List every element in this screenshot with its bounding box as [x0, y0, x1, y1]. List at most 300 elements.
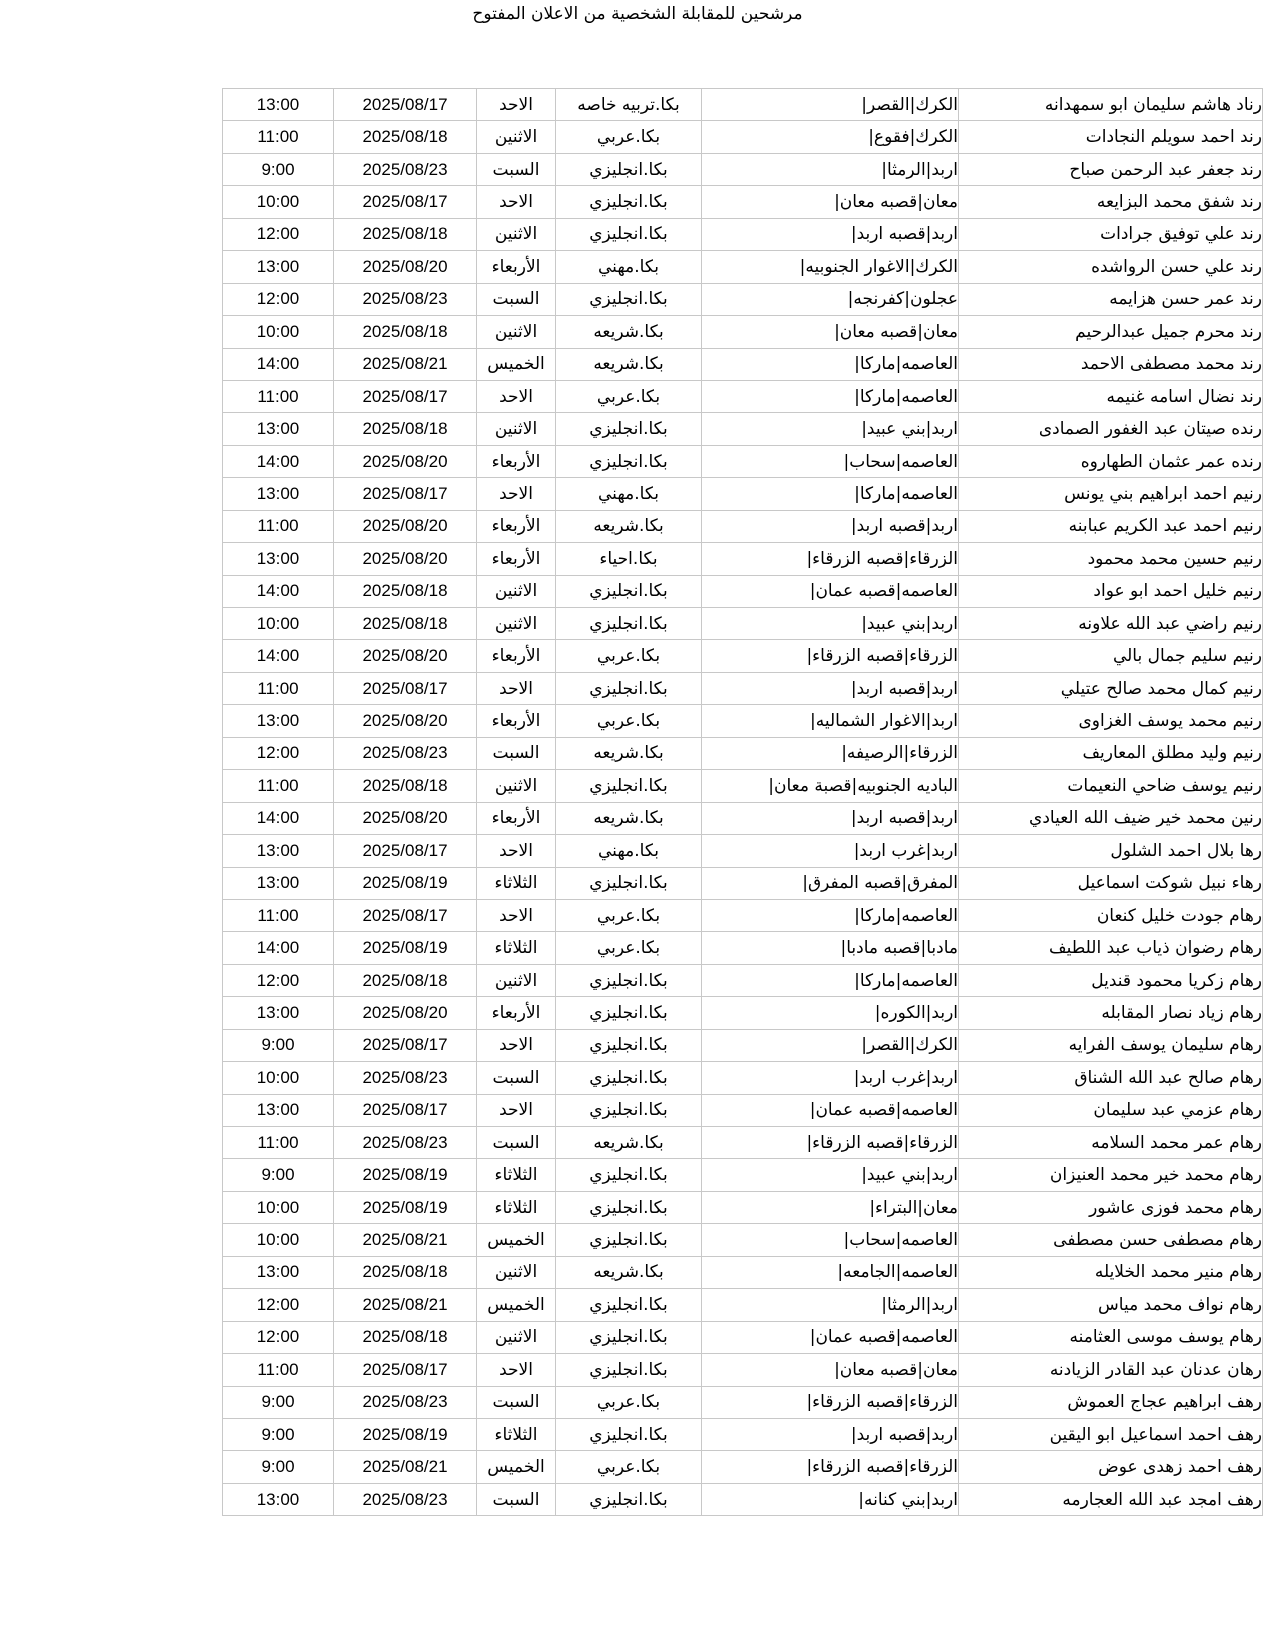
- name-cell: رهام يوسف موسى العثامنه: [959, 1321, 1263, 1353]
- table-row: [223, 737, 1263, 769]
- time-cell: 14:00: [223, 932, 334, 964]
- specialization-cell: بكا.انجليزي: [556, 1159, 702, 1191]
- name-cell: رنده صيتان عبد الغفور الصمادى: [959, 413, 1263, 445]
- name-cell: رها بلال احمد الشلول: [959, 835, 1263, 867]
- location-cell: اربد|الرمثا|: [702, 1289, 959, 1321]
- day-cell: الاحد: [477, 380, 556, 412]
- name-cell: رنيم سليم جمال بالي: [959, 640, 1263, 672]
- date-cell: 2025/08/18: [334, 1256, 477, 1288]
- location-cell: اربد|الاغوار الشماليه|: [702, 705, 959, 737]
- time-cell: 13:00: [223, 89, 334, 121]
- name-cell: رهام رضوان ذياب عبد اللطيف: [959, 932, 1263, 964]
- day-cell: الاثنين: [477, 964, 556, 996]
- specialization-cell: بكا.انجليزي: [556, 1029, 702, 1061]
- date-cell: 2025/08/17: [334, 899, 477, 931]
- day-cell: السبت: [477, 1062, 556, 1094]
- day-cell: الاثنين: [477, 121, 556, 153]
- table-row: [223, 478, 1263, 510]
- name-cell: رهف امجد عبد الله العجارمه: [959, 1483, 1263, 1515]
- specialization-cell: بكا.تربيه خاصه: [556, 89, 702, 121]
- day-cell: الخميس: [477, 1289, 556, 1321]
- name-cell: رند علي توفيق جرادات: [959, 218, 1263, 250]
- table-row: [223, 186, 1263, 218]
- day-cell: الاثنين: [477, 413, 556, 445]
- time-cell: 13:00: [223, 543, 334, 575]
- table-row: [223, 1418, 1263, 1450]
- specialization-cell: بكا.شريعه: [556, 802, 702, 834]
- date-cell: 2025/08/18: [334, 218, 477, 250]
- specialization-cell: بكا.انجليزي: [556, 575, 702, 607]
- date-cell: 2025/08/17: [334, 186, 477, 218]
- time-cell: 11:00: [223, 380, 334, 412]
- table-row: [223, 413, 1263, 445]
- specialization-cell: بكا.انجليزي: [556, 1321, 702, 1353]
- date-cell: 2025/08/17: [334, 1029, 477, 1061]
- date-cell: 2025/08/18: [334, 413, 477, 445]
- name-cell: رهام زياد نصار المقابله: [959, 997, 1263, 1029]
- name-cell: رهام نواف محمد مياس: [959, 1289, 1263, 1321]
- day-cell: الاحد: [477, 899, 556, 931]
- date-cell: 2025/08/21: [334, 348, 477, 380]
- table-row: [223, 867, 1263, 899]
- specialization-cell: بكا.عربي: [556, 380, 702, 412]
- location-cell: اربد|الرمثا|: [702, 153, 959, 185]
- location-cell: العاصمه|ماركا|: [702, 899, 959, 931]
- location-cell: العاصمه|ماركا|: [702, 380, 959, 412]
- table-row: [223, 283, 1263, 315]
- name-cell: رنده عمر عثمان الطهاروه: [959, 445, 1263, 477]
- time-cell: 12:00: [223, 283, 334, 315]
- date-cell: 2025/08/17: [334, 672, 477, 704]
- day-cell: الأربعاء: [477, 802, 556, 834]
- date-cell: 2025/08/18: [334, 964, 477, 996]
- specialization-cell: بكا.شريعه: [556, 1127, 702, 1159]
- location-cell: اربد|الكوره|: [702, 997, 959, 1029]
- time-cell: 9:00: [223, 1451, 334, 1483]
- time-cell: 11:00: [223, 121, 334, 153]
- time-cell: 9:00: [223, 1386, 334, 1418]
- date-cell: 2025/08/18: [334, 575, 477, 607]
- specialization-cell: بكا.عربي: [556, 1451, 702, 1483]
- name-cell: رنيم كمال محمد صالح عتيلي: [959, 672, 1263, 704]
- location-cell: اربد|قصبه اربد|: [702, 802, 959, 834]
- time-cell: 9:00: [223, 1418, 334, 1450]
- table-row: [223, 640, 1263, 672]
- date-cell: 2025/08/20: [334, 510, 477, 542]
- day-cell: السبت: [477, 737, 556, 769]
- table-row: [223, 1256, 1263, 1288]
- location-cell: العاصمه|قصبه عمان|: [702, 575, 959, 607]
- day-cell: الاحد: [477, 835, 556, 867]
- day-cell: السبت: [477, 1483, 556, 1515]
- time-cell: 12:00: [223, 737, 334, 769]
- table-row: [223, 316, 1263, 348]
- table-row: [223, 445, 1263, 477]
- day-cell: الاثنين: [477, 608, 556, 640]
- specialization-cell: بكا.انجليزي: [556, 1418, 702, 1450]
- table-row: [223, 543, 1263, 575]
- name-cell: رهام صالح عبد الله الشناق: [959, 1062, 1263, 1094]
- name-cell: رند نضال اسامه غنيمه: [959, 380, 1263, 412]
- name-cell: رند جعفر عبد الرحمن صباح: [959, 153, 1263, 185]
- date-cell: 2025/08/17: [334, 1354, 477, 1386]
- specialization-cell: بكا.مهني: [556, 478, 702, 510]
- specialization-cell: بكا.انجليزي: [556, 964, 702, 996]
- name-cell: رنين محمد خير ضيف الله العيادي: [959, 802, 1263, 834]
- day-cell: الاحد: [477, 1029, 556, 1061]
- specialization-cell: بكا.انجليزي: [556, 997, 702, 1029]
- specialization-cell: بكا.انجليزي: [556, 1191, 702, 1223]
- time-cell: 10:00: [223, 316, 334, 348]
- specialization-cell: بكا.عربي: [556, 932, 702, 964]
- day-cell: الاثنين: [477, 1321, 556, 1353]
- location-cell: الزرقاء|قصبه الزرقاء|: [702, 543, 959, 575]
- location-cell: الباديه الجنوبيه|قصبة معان|: [702, 770, 959, 802]
- time-cell: 14:00: [223, 640, 334, 672]
- specialization-cell: بكا.انجليزي: [556, 672, 702, 704]
- location-cell: العاصمه|ماركا|: [702, 348, 959, 380]
- time-cell: 9:00: [223, 1029, 334, 1061]
- specialization-cell: بكا.احياء: [556, 543, 702, 575]
- name-cell: رناد هاشم سليمان ابو سمهدانه: [959, 89, 1263, 121]
- day-cell: الثلاثاء: [477, 1418, 556, 1450]
- date-cell: 2025/08/18: [334, 1321, 477, 1353]
- day-cell: الثلاثاء: [477, 1191, 556, 1223]
- page-title: مرشحين للمقابلة الشخصية من الاعلان المفتوح: [472, 4, 803, 24]
- table-row: [223, 1386, 1263, 1418]
- name-cell: رهف احمد زهدى عوض: [959, 1451, 1263, 1483]
- day-cell: الأربعاء: [477, 251, 556, 283]
- location-cell: العاصمه|قصبه عمان|: [702, 1321, 959, 1353]
- name-cell: رهف احمد اسماعيل ابو اليقين: [959, 1418, 1263, 1450]
- name-cell: رهام عمر محمد السلامه: [959, 1127, 1263, 1159]
- day-cell: الاحد: [477, 89, 556, 121]
- location-cell: العاصمه|ماركا|: [702, 964, 959, 996]
- time-cell: 13:00: [223, 478, 334, 510]
- specialization-cell: بكا.انجليزي: [556, 1289, 702, 1321]
- time-cell: 13:00: [223, 1094, 334, 1126]
- day-cell: الاحد: [477, 186, 556, 218]
- name-cell: رهان عدنان عبد القادر الزيادنه: [959, 1354, 1263, 1386]
- day-cell: السبت: [477, 1386, 556, 1418]
- day-cell: الثلاثاء: [477, 932, 556, 964]
- date-cell: 2025/08/17: [334, 835, 477, 867]
- table-row: [223, 802, 1263, 834]
- specialization-cell: بكا.انجليزي: [556, 153, 702, 185]
- table-row: [223, 1354, 1263, 1386]
- day-cell: الثلاثاء: [477, 1159, 556, 1191]
- date-cell: 2025/08/23: [334, 1483, 477, 1515]
- name-cell: رند علي حسن الرواشده: [959, 251, 1263, 283]
- date-cell: 2025/08/18: [334, 770, 477, 802]
- location-cell: الزرقاء|قصبه الزرقاء|: [702, 1127, 959, 1159]
- date-cell: 2025/08/19: [334, 1191, 477, 1223]
- time-cell: 12:00: [223, 964, 334, 996]
- table-row: [223, 1062, 1263, 1094]
- date-cell: 2025/08/20: [334, 802, 477, 834]
- time-cell: 11:00: [223, 899, 334, 931]
- time-cell: 13:00: [223, 705, 334, 737]
- date-cell: 2025/08/23: [334, 283, 477, 315]
- day-cell: الاحد: [477, 478, 556, 510]
- date-cell: 2025/08/23: [334, 1386, 477, 1418]
- table-row: [223, 835, 1263, 867]
- specialization-cell: بكا.انجليزي: [556, 1354, 702, 1386]
- table-row: [223, 575, 1263, 607]
- specialization-cell: بكا.مهني: [556, 835, 702, 867]
- specialization-cell: بكا.انجليزي: [556, 413, 702, 445]
- table-row: [223, 997, 1263, 1029]
- date-cell: 2025/08/18: [334, 608, 477, 640]
- specialization-cell: بكا.انجليزي: [556, 283, 702, 315]
- table-row: [223, 608, 1263, 640]
- name-cell: رنيم محمد يوسف الغزاوى: [959, 705, 1263, 737]
- time-cell: 14:00: [223, 575, 334, 607]
- name-cell: رنيم يوسف ضاحي النعيمات: [959, 770, 1263, 802]
- date-cell: 2025/08/20: [334, 640, 477, 672]
- specialization-cell: بكا.عربي: [556, 1386, 702, 1418]
- table-row: [223, 1127, 1263, 1159]
- name-cell: رنيم وليد مطلق المعاريف: [959, 737, 1263, 769]
- location-cell: الزرقاء|قصبه الزرقاء|: [702, 1386, 959, 1418]
- time-cell: 12:00: [223, 1289, 334, 1321]
- name-cell: رهام جودت خليل كنعان: [959, 899, 1263, 931]
- table-row: [223, 89, 1263, 121]
- specialization-cell: بكا.انجليزي: [556, 1483, 702, 1515]
- location-cell: الكرك|القصر|: [702, 89, 959, 121]
- date-cell: 2025/08/19: [334, 867, 477, 899]
- specialization-cell: بكا.عربي: [556, 705, 702, 737]
- name-cell: رند محرم جميل عبدالرحيم: [959, 316, 1263, 348]
- name-cell: رهف ابراهيم عجاج العموش: [959, 1386, 1263, 1418]
- location-cell: المفرق|قصبه المفرق|: [702, 867, 959, 899]
- table-row: [223, 121, 1263, 153]
- day-cell: الأربعاء: [477, 997, 556, 1029]
- name-cell: رهام مصطفى حسن مصطفى: [959, 1224, 1263, 1256]
- day-cell: الأربعاء: [477, 705, 556, 737]
- specialization-cell: بكا.انجليزي: [556, 867, 702, 899]
- table-row: [223, 1321, 1263, 1353]
- date-cell: 2025/08/23: [334, 1127, 477, 1159]
- location-cell: الكرك|الاغوار الجنوبيه|: [702, 251, 959, 283]
- time-cell: 11:00: [223, 1354, 334, 1386]
- day-cell: الخميس: [477, 348, 556, 380]
- date-cell: 2025/08/20: [334, 997, 477, 1029]
- table-row: [223, 1191, 1263, 1223]
- location-cell: العاصمه|الجامعه|: [702, 1256, 959, 1288]
- day-cell: الاحد: [477, 672, 556, 704]
- candidates-table: [222, 88, 1263, 1516]
- table-row: [223, 705, 1263, 737]
- day-cell: الأربعاء: [477, 510, 556, 542]
- name-cell: رهام محمد خير محمد العنيزان: [959, 1159, 1263, 1191]
- specialization-cell: بكا.مهني: [556, 251, 702, 283]
- day-cell: الاثنين: [477, 316, 556, 348]
- table-row: [223, 1159, 1263, 1191]
- specialization-cell: بكا.انجليزي: [556, 1094, 702, 1126]
- time-cell: 11:00: [223, 770, 334, 802]
- day-cell: الاثنين: [477, 1256, 556, 1288]
- location-cell: الزرقاء|الرصيفه|: [702, 737, 959, 769]
- time-cell: 14:00: [223, 348, 334, 380]
- specialization-cell: بكا.انجليزي: [556, 186, 702, 218]
- day-cell: الاثنين: [477, 218, 556, 250]
- table-row: [223, 218, 1263, 250]
- date-cell: 2025/08/17: [334, 89, 477, 121]
- time-cell: 10:00: [223, 1191, 334, 1223]
- specialization-cell: بكا.عربي: [556, 121, 702, 153]
- name-cell: رهام عزمي عبد سليمان: [959, 1094, 1263, 1126]
- date-cell: 2025/08/20: [334, 445, 477, 477]
- day-cell: الأربعاء: [477, 445, 556, 477]
- specialization-cell: بكا.شريعه: [556, 1256, 702, 1288]
- location-cell: اربد|غرب اربد|: [702, 1062, 959, 1094]
- specialization-cell: بكا.انجليزي: [556, 1062, 702, 1094]
- time-cell: 13:00: [223, 997, 334, 1029]
- time-cell: 10:00: [223, 1062, 334, 1094]
- date-cell: 2025/08/21: [334, 1224, 477, 1256]
- location-cell: اربد|قصبه اربد|: [702, 510, 959, 542]
- time-cell: 12:00: [223, 1321, 334, 1353]
- day-cell: الاحد: [477, 1094, 556, 1126]
- date-cell: 2025/08/20: [334, 705, 477, 737]
- date-cell: 2025/08/17: [334, 1094, 477, 1126]
- specialization-cell: بكا.انجليزي: [556, 770, 702, 802]
- name-cell: رند عمر حسن هزايمه: [959, 283, 1263, 315]
- specialization-cell: بكا.شريعه: [556, 348, 702, 380]
- time-cell: 13:00: [223, 835, 334, 867]
- date-cell: 2025/08/17: [334, 380, 477, 412]
- time-cell: 10:00: [223, 1224, 334, 1256]
- time-cell: 10:00: [223, 186, 334, 218]
- time-cell: 14:00: [223, 445, 334, 477]
- name-cell: رنيم خليل احمد ابو عواد: [959, 575, 1263, 607]
- name-cell: رنيم راضي عبد الله علاونه: [959, 608, 1263, 640]
- table-row: [223, 964, 1263, 996]
- day-cell: السبت: [477, 153, 556, 185]
- date-cell: 2025/08/21: [334, 1289, 477, 1321]
- specialization-cell: بكا.انجليزي: [556, 445, 702, 477]
- specialization-cell: بكا.شريعه: [556, 737, 702, 769]
- location-cell: اربد|قصبه اربد|: [702, 1418, 959, 1450]
- time-cell: 9:00: [223, 1159, 334, 1191]
- time-cell: 13:00: [223, 413, 334, 445]
- table-row: [223, 380, 1263, 412]
- location-cell: عجلون|كفرنجه|: [702, 283, 959, 315]
- specialization-cell: بكا.شريعه: [556, 316, 702, 348]
- name-cell: رهام سليمان يوسف الفرايه: [959, 1029, 1263, 1061]
- location-cell: العاصمه|ماركا|: [702, 478, 959, 510]
- time-cell: 11:00: [223, 510, 334, 542]
- time-cell: 11:00: [223, 672, 334, 704]
- date-cell: 2025/08/20: [334, 251, 477, 283]
- table-row: [223, 1224, 1263, 1256]
- name-cell: رنيم حسين محمد محمود: [959, 543, 1263, 575]
- time-cell: 11:00: [223, 1127, 334, 1159]
- day-cell: الخميس: [477, 1224, 556, 1256]
- location-cell: العاصمه|سحاب|: [702, 445, 959, 477]
- location-cell: العاصمه|قصبه عمان|: [702, 1094, 959, 1126]
- date-cell: 2025/08/19: [334, 1159, 477, 1191]
- location-cell: اربد|بني عبيد|: [702, 608, 959, 640]
- location-cell: اربد|بني عبيد|: [702, 1159, 959, 1191]
- time-cell: 12:00: [223, 218, 334, 250]
- location-cell: معان|قصبه معان|: [702, 1354, 959, 1386]
- date-cell: 2025/08/18: [334, 316, 477, 348]
- name-cell: رهاء نبيل شوكت اسماعيل: [959, 867, 1263, 899]
- location-cell: معان|قصبه معان|: [702, 186, 959, 218]
- time-cell: 9:00: [223, 153, 334, 185]
- location-cell: الكرك|فقوع|: [702, 121, 959, 153]
- table-row: [223, 251, 1263, 283]
- name-cell: رهام منير محمد الخلايله: [959, 1256, 1263, 1288]
- date-cell: 2025/08/19: [334, 1418, 477, 1450]
- date-cell: 2025/08/19: [334, 932, 477, 964]
- date-cell: 2025/08/21: [334, 1451, 477, 1483]
- table-row: [223, 1029, 1263, 1061]
- candidates-table-body: [223, 89, 1263, 1516]
- day-cell: الخميس: [477, 1451, 556, 1483]
- day-cell: الاثنين: [477, 770, 556, 802]
- location-cell: العاصمه|سحاب|: [702, 1224, 959, 1256]
- date-cell: 2025/08/17: [334, 478, 477, 510]
- table-row: [223, 1451, 1263, 1483]
- location-cell: الزرقاء|قصبه الزرقاء|: [702, 640, 959, 672]
- date-cell: 2025/08/23: [334, 153, 477, 185]
- time-cell: 13:00: [223, 1256, 334, 1288]
- day-cell: الاثنين: [477, 575, 556, 607]
- specialization-cell: بكا.انجليزي: [556, 218, 702, 250]
- date-cell: 2025/08/23: [334, 1062, 477, 1094]
- name-cell: رهام محمد فوزى عاشور: [959, 1191, 1263, 1223]
- specialization-cell: بكا.عربي: [556, 899, 702, 931]
- name-cell: رند احمد سويلم النجادات: [959, 121, 1263, 153]
- specialization-cell: بكا.شريعه: [556, 510, 702, 542]
- name-cell: رند محمد مصطفى الاحمد: [959, 348, 1263, 380]
- time-cell: 14:00: [223, 802, 334, 834]
- table-row: [223, 932, 1263, 964]
- table-row: [223, 1289, 1263, 1321]
- day-cell: الأربعاء: [477, 640, 556, 672]
- name-cell: رنيم احمد ابراهيم بني يونس: [959, 478, 1263, 510]
- table-row: [223, 1483, 1263, 1515]
- date-cell: 2025/08/20: [334, 543, 477, 575]
- table-row: [223, 510, 1263, 542]
- table-row: [223, 899, 1263, 931]
- location-cell: اربد|قصبه اربد|: [702, 218, 959, 250]
- name-cell: رهام زكريا محمود قنديل: [959, 964, 1263, 996]
- time-cell: 13:00: [223, 867, 334, 899]
- date-cell: 2025/08/23: [334, 737, 477, 769]
- location-cell: الكرك|القصر|: [702, 1029, 959, 1061]
- location-cell: معان|البتراء|: [702, 1191, 959, 1223]
- location-cell: اربد|غرب اربد|: [702, 835, 959, 867]
- day-cell: السبت: [477, 283, 556, 315]
- time-cell: 10:00: [223, 608, 334, 640]
- specialization-cell: بكا.انجليزي: [556, 608, 702, 640]
- table-row: [223, 1094, 1263, 1126]
- name-cell: رنيم احمد عبد الكريم عبابنه: [959, 510, 1263, 542]
- table-row: [223, 348, 1263, 380]
- location-cell: اربد|بني كنانه|: [702, 1483, 959, 1515]
- day-cell: الثلاثاء: [477, 867, 556, 899]
- specialization-cell: بكا.انجليزي: [556, 1224, 702, 1256]
- specialization-cell: بكا.عربي: [556, 640, 702, 672]
- day-cell: الأربعاء: [477, 543, 556, 575]
- location-cell: الزرقاء|قصبه الزرقاء|: [702, 1451, 959, 1483]
- table-row: [223, 672, 1263, 704]
- date-cell: 2025/08/18: [334, 121, 477, 153]
